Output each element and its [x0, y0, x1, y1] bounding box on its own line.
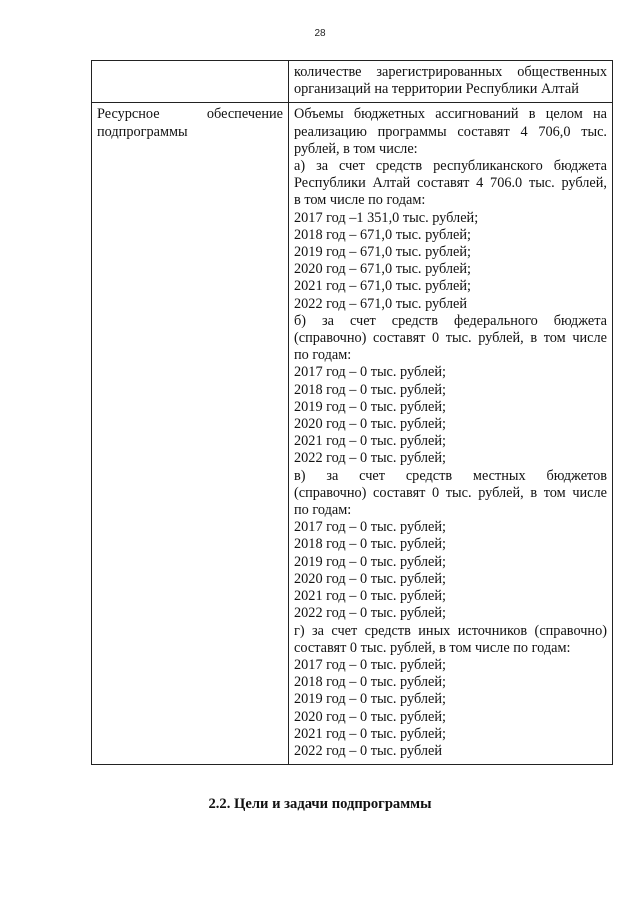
- year-line: 2018 год – 0 тыс. рублей;: [294, 381, 446, 398]
- year-line: 2018 год – 0 тыс. рублей;: [294, 674, 446, 691]
- text-line: количестве зарегистрированных общественных: [294, 64, 607, 80]
- table-row: [92, 103, 613, 765]
- intro-line: рублей, в том числе:: [294, 140, 418, 157]
- year-line: 2020 год – 671,0 тыс. рублей;: [294, 261, 472, 278]
- resource-label-line: Ресурсное обеспечение: [97, 106, 283, 123]
- section-c-heading-line: по годам:: [294, 502, 352, 519]
- year-line: 2022 год – 0 тыс. рублей;: [294, 450, 446, 467]
- section-b-heading-line: б) за счет средств федерального бюджета: [294, 312, 607, 329]
- year-line: 2019 год – 671,0 тыс. рублей;: [294, 244, 472, 261]
- year-line: 2020 год – 0 тыс. рублей;: [294, 416, 446, 433]
- year-line: 2021 год – 0 тыс. рублей;: [294, 588, 446, 605]
- section-d-heading-line: г) за счет средств иных источников (справочно): [294, 622, 607, 639]
- year-line: 2020 год – 0 тыс. рублей;: [294, 570, 446, 587]
- year-line: 2019 год – 0 тыс. рублей;: [294, 691, 446, 708]
- year-line: 2019 год – 0 тыс. рублей;: [294, 553, 446, 570]
- year-line: 2021 год – 671,0 тыс. рублей;: [294, 278, 472, 295]
- year-line: 2022 год – 0 тыс. рублей: [294, 742, 443, 759]
- year-line: 2022 год – 0 тыс. рублей;: [294, 605, 446, 622]
- year-line: 2017 год – 0 тыс. рублей;: [294, 656, 446, 673]
- program-table: [91, 60, 613, 765]
- year-line: 2017 год – 0 тыс. рублей;: [294, 519, 446, 536]
- year-line: 2017 год –1 351,0 тыс. рублей;: [294, 209, 479, 226]
- section-c-heading-line: в) за счет средств местных бюджетов: [294, 467, 607, 484]
- section-b-heading-line: (справочно) составят 0 тыс. рублей, в том числе: [294, 330, 607, 347]
- section-c-heading-line: (справочно) составят 0 тыс. рублей, в том числе: [294, 484, 607, 501]
- year-line: 2022 год – 671,0 тыс. рублей: [294, 295, 468, 312]
- year-line: 2018 год – 0 тыс. рублей;: [294, 536, 446, 553]
- year-line: 2021 год – 0 тыс. рублей;: [294, 725, 446, 742]
- year-line: 2021 год – 0 тыс. рублей;: [294, 433, 446, 450]
- resource-label-line: подпрограммы: [97, 123, 188, 140]
- section-b-heading-line: по годам:: [294, 347, 352, 364]
- page-number: 28: [314, 28, 326, 39]
- year-line: 2018 год – 671,0 тыс. рублей;: [294, 226, 472, 243]
- row2-left-cell: [92, 103, 289, 765]
- section-heading: 2.2. Цели и задачи подпрограммы: [208, 796, 432, 812]
- row1-right-cell: [289, 61, 613, 103]
- row1-left-cell: [92, 61, 289, 103]
- section-a-heading-line: в том числе по годам:: [294, 192, 426, 209]
- row2-right-cell: [289, 103, 613, 765]
- section-a-heading-line: Республики Алтай составят 4 706.0 тыс. рублей,: [294, 175, 607, 192]
- intro-line: реализацию программы составят 4 706,0 тыс.: [294, 123, 607, 140]
- year-line: 2020 год – 0 тыс. рублей;: [294, 708, 446, 725]
- year-line: 2019 год – 0 тыс. рублей;: [294, 398, 446, 415]
- text-line: организаций на территории Республики Алтай: [294, 81, 579, 98]
- table-row: [92, 61, 613, 103]
- section-a-heading-line: а) за счет средств республиканского бюджета: [294, 158, 607, 175]
- intro-line: Объемы бюджетных ассигнований в целом на: [294, 106, 607, 123]
- section-d-heading-line: составят 0 тыс. рублей, в том числе по годам:: [294, 639, 571, 656]
- year-line: 2017 год – 0 тыс. рублей;: [294, 364, 446, 381]
